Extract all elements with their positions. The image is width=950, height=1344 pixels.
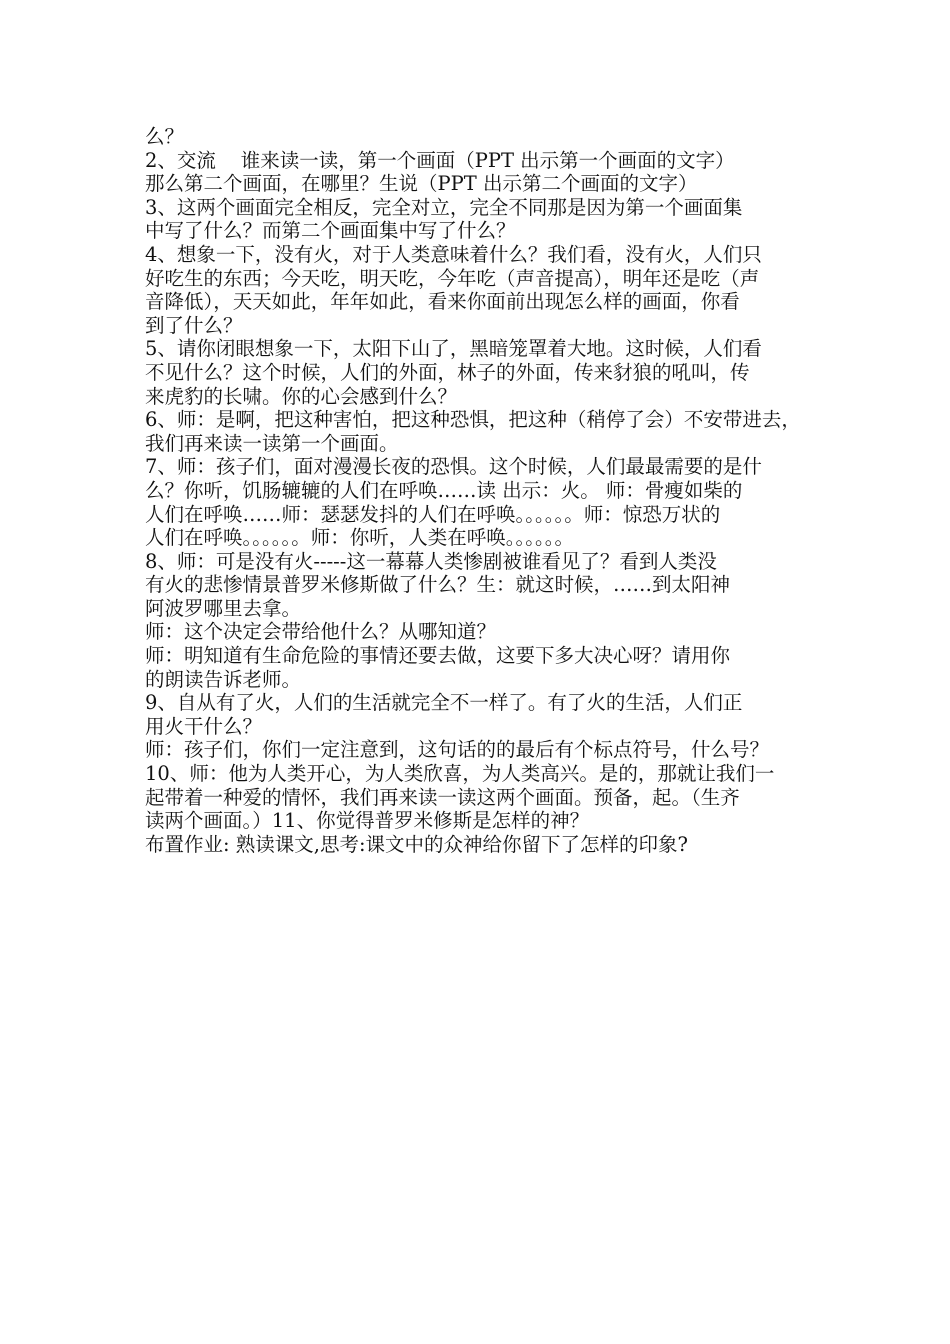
text-line: 么？ <box>145 125 185 148</box>
text-line: 起带着一种爱的情怀，我们再来读一读这两个画面。预备，起。（生齐 <box>145 785 740 809</box>
text-line: 师：孩子们，你们一定注意到，这句话的的最后有个标点符号，什么号？ <box>145 738 770 762</box>
text-line: 8、师：可是没有火-----这一幕幕人类惨剧被谁看见了？看到人类没 <box>145 549 717 573</box>
text-line: 师：这个决定会带给他什么？从哪知道？ <box>145 620 497 644</box>
text-line: 么？你听，饥肠辘辘的人们在呼唤……读 出示：火。 师：骨瘦如柴的 <box>145 478 743 502</box>
text-line: 人们在呼唤……师：瑟瑟发抖的人们在呼唤。。。。。。师：惊恐万状的 <box>145 502 721 526</box>
text-line: 10、师：他为人类开心，为人类欣喜，为人类高兴。是的，那就让我们一 <box>145 762 775 786</box>
text-line: 到了什么？ <box>145 313 243 337</box>
text-line: 4、想象一下，没有火，对于人类意味着什么？我们看，没有火，人们只 <box>145 242 762 266</box>
text-line: 6、师：是啊，把这种害怕，把这种恐惧，把这种（稍停了会）不安带进去， <box>145 408 801 432</box>
text-line: 人们在呼唤。。。。。。师：你听，人类在呼唤。。。。。。 <box>145 526 575 550</box>
text-line: 我们再来读一读第一个画面。 <box>145 431 399 455</box>
text-line: 3、这两个画面完全相反，完全对立，完全不同那是因为第一个画面集 <box>145 195 743 219</box>
text-line: 布置作业: 熟读课文,思考:课文中的众神给你留下了怎样的印象? <box>145 832 688 856</box>
text-line: 5、请你闭眼想象一下，太阳下山了，黑暗笼罩着大地。这时候，人们看 <box>145 337 762 361</box>
text-line: 那么第二个画面，在哪里？生说（PPT 出示第二个画面的文字） <box>145 172 698 196</box>
text-line: 师：明知道有生命危险的事情还要去做，这要下多大决心呀？请用你 <box>145 644 731 668</box>
lesson-plan-text <box>145 125 815 856</box>
text-line: 读两个画面。）11、你觉得普罗米修斯是怎样的神？ <box>145 809 590 833</box>
text-line: 用火干什么？ <box>145 714 263 738</box>
text-line: 7、师：孩子们，面对漫漫长夜的恐惧。这个时候，人们最最需要的是什 <box>145 455 762 479</box>
text-line: 有火的悲惨情景普罗米修斯做了什么？生：就这时候，……到太阳神 <box>145 573 731 597</box>
text-line: 来虎豹的长啸。你的心会感到什么？ <box>145 384 458 408</box>
text-line: 9、自从有了火，人们的生活就完全不一样了。有了火的生活，人们正 <box>145 691 743 715</box>
text-line: 阿波罗哪里去拿。 <box>145 596 302 620</box>
text-line: 中写了什么？而第二个画面集中写了什么？ <box>145 219 516 243</box>
text-line: 好吃生的东西；今天吃，明天吃，今年吃（声音提高），明年还是吃（声 <box>145 266 760 290</box>
text-line: 2、交流 谁来读一读，第一个画面（PPT 出示第一个画面的文字） <box>145 148 735 172</box>
text-line: 的朗读告诉老师。 <box>145 667 302 691</box>
text-line: 音降低），天天如此，年年如此，看来你面前出现怎么样的画面，你看 <box>145 290 740 314</box>
text-line: 不见什么？这个时候，人们的外面，林子的外面，传来豺狼的吼叫，传 <box>145 360 750 384</box>
